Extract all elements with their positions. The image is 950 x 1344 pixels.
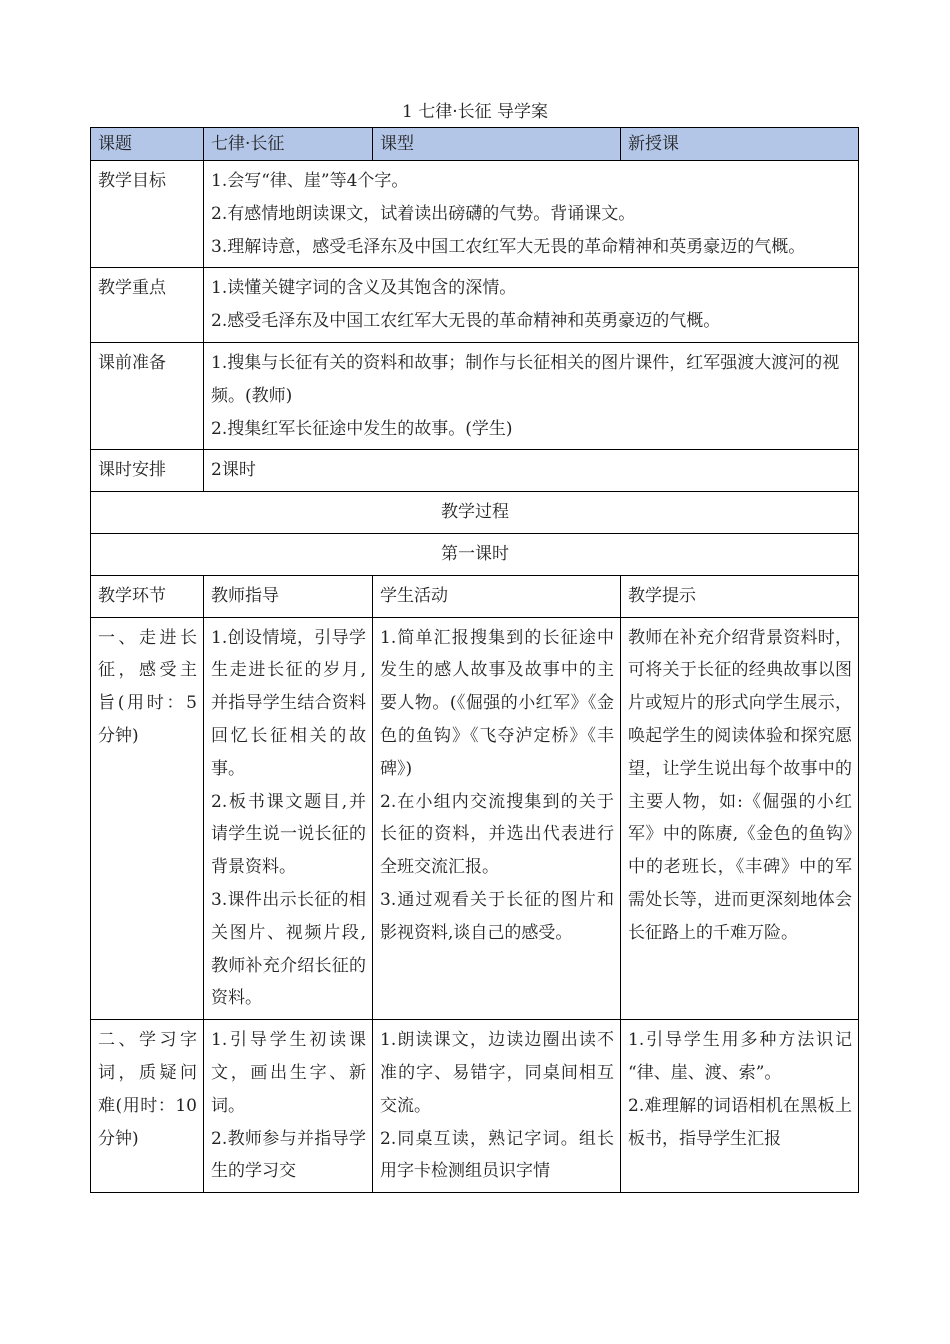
step-phase: 二、学习字词，质疑问难(用时：10分钟): [91, 1020, 204, 1193]
teacher-item: 2.板书课文题目,并请学生说一说长征的背景资料。: [211, 791, 366, 878]
tips-item: 2.难理解的词语相机在黑板上板书，指导学生汇报: [628, 1095, 852, 1149]
process-title: 教学过程: [91, 492, 859, 534]
student-item: 1.朗读课文，边读边圈出读不准的字、易错字，同桌间相互交流。: [380, 1030, 614, 1116]
column-header-student: 学生活动: [373, 575, 621, 617]
step-row-2: [91, 1020, 859, 1193]
student-item: 2.在小组内交流搜集到的关于长征的资料，并选出代表进行全班交流汇报。: [380, 791, 614, 878]
header-row: [91, 128, 859, 161]
hours-label: 课时安排: [91, 450, 204, 492]
lesson-plan-table: [90, 127, 859, 1193]
prep-content: [204, 342, 859, 449]
focus-row: [91, 268, 859, 343]
step-teacher: [204, 1020, 373, 1193]
goals-label: 教学目标: [91, 161, 204, 268]
focus-content: [204, 268, 859, 343]
student-item: 3.通过观看关于长征的图片和影视资料,谈自己的感受。: [380, 889, 614, 943]
column-header-teacher: 教师指导: [204, 575, 373, 617]
column-header-row: [91, 575, 859, 617]
teacher-item: 2.教师参与并指导学生的学习交: [211, 1128, 366, 1182]
goals-content: [204, 161, 859, 268]
value-type: 新授课: [621, 128, 859, 161]
focus-item: 1.读懂关键字词的含义及其饱含的深情。: [211, 278, 517, 299]
prep-item: 2.搜集红军长征途中发生的故事。(学生): [211, 418, 513, 439]
teacher-item: 1.引导学生初读课文，画出生字、新词。: [211, 1030, 366, 1116]
hours-row: [91, 450, 859, 492]
tips-item: 1.引导学生用多种方法识记 “律、崖、渡、索”。: [628, 1030, 852, 1083]
focus-label: 教学重点: [91, 268, 204, 343]
prep-label: 课前准备: [91, 342, 204, 449]
teacher-item: 1.创设情境，引导学生走进长征的岁月,并指导学生结合资料回忆长征相关的故事。: [211, 627, 366, 779]
column-header-tips: 教学提示: [621, 575, 859, 617]
prep-item: 1.搜集与长征有关的资料和故事；制作与长征相关的图片课件，红军强渡大渡河的视频。(教师): [211, 352, 840, 406]
label-topic: 课题: [91, 128, 204, 161]
value-topic: 七律·长征: [204, 128, 373, 161]
step-teacher: [204, 617, 373, 1020]
process-title-row: [91, 492, 859, 534]
label-type: 课型: [373, 128, 621, 161]
step-tips: [621, 1020, 859, 1193]
page-title: 1 七律·长征 导学案: [401, 102, 549, 122]
student-item: 1.简单汇报搜集到的长征途中发生的感人故事及故事中的主要人物。(《倔强的小红军》《金色的鱼钩》《飞夺泸定桥》《丰碑》): [380, 627, 614, 779]
lesson-title-row: [91, 533, 859, 575]
goal-item: 2.有感情地朗读课文，试着读出磅礴的气势。背诵课文。: [211, 203, 636, 224]
goal-item: 1.会写“律、崖”等4个字。: [211, 171, 409, 191]
teacher-item: 3.课件出示长征的相关图片、视频片段,教师补充介绍长征的资料。: [211, 889, 366, 1009]
step-row-1: [91, 617, 859, 1020]
tips-item: 教师在补充介绍背景资料时，可将关于长征的经典故事以图片或短片的形式向学生展示，唤起学生的阅读体验和探究愿望，让学生说出每个故事中的主要人物，如:《倔强的小红军》中的陈赓,《金色的鱼钩》中的老班长，《丰碑》中的军需处长等，进而更深刻地体会长征路上的千难万险。: [628, 627, 852, 943]
step-phase: 一、走进长征，感受主旨(用时：5分钟): [91, 617, 204, 1020]
prep-row: [91, 342, 859, 449]
student-item: 2.同桌互读，熟记字词。组长用字卡检测组员识字情: [380, 1128, 614, 1182]
goal-item: 3.理解诗意，感受毛泽东及中国工农红军大无畏的革命精神和英勇豪迈的气概。: [211, 236, 806, 257]
hours-value: 2课时: [204, 450, 859, 492]
column-header-phase: 教学环节: [91, 575, 204, 617]
lesson-title: 第一课时: [91, 533, 859, 575]
step-tips: [621, 617, 859, 1020]
goals-row: [91, 161, 859, 268]
step-student: [373, 617, 621, 1020]
step-student: [373, 1020, 621, 1193]
focus-item: 2.感受毛泽东及中国工农红军大无畏的革命精神和英勇豪迈的气概。: [211, 311, 721, 332]
